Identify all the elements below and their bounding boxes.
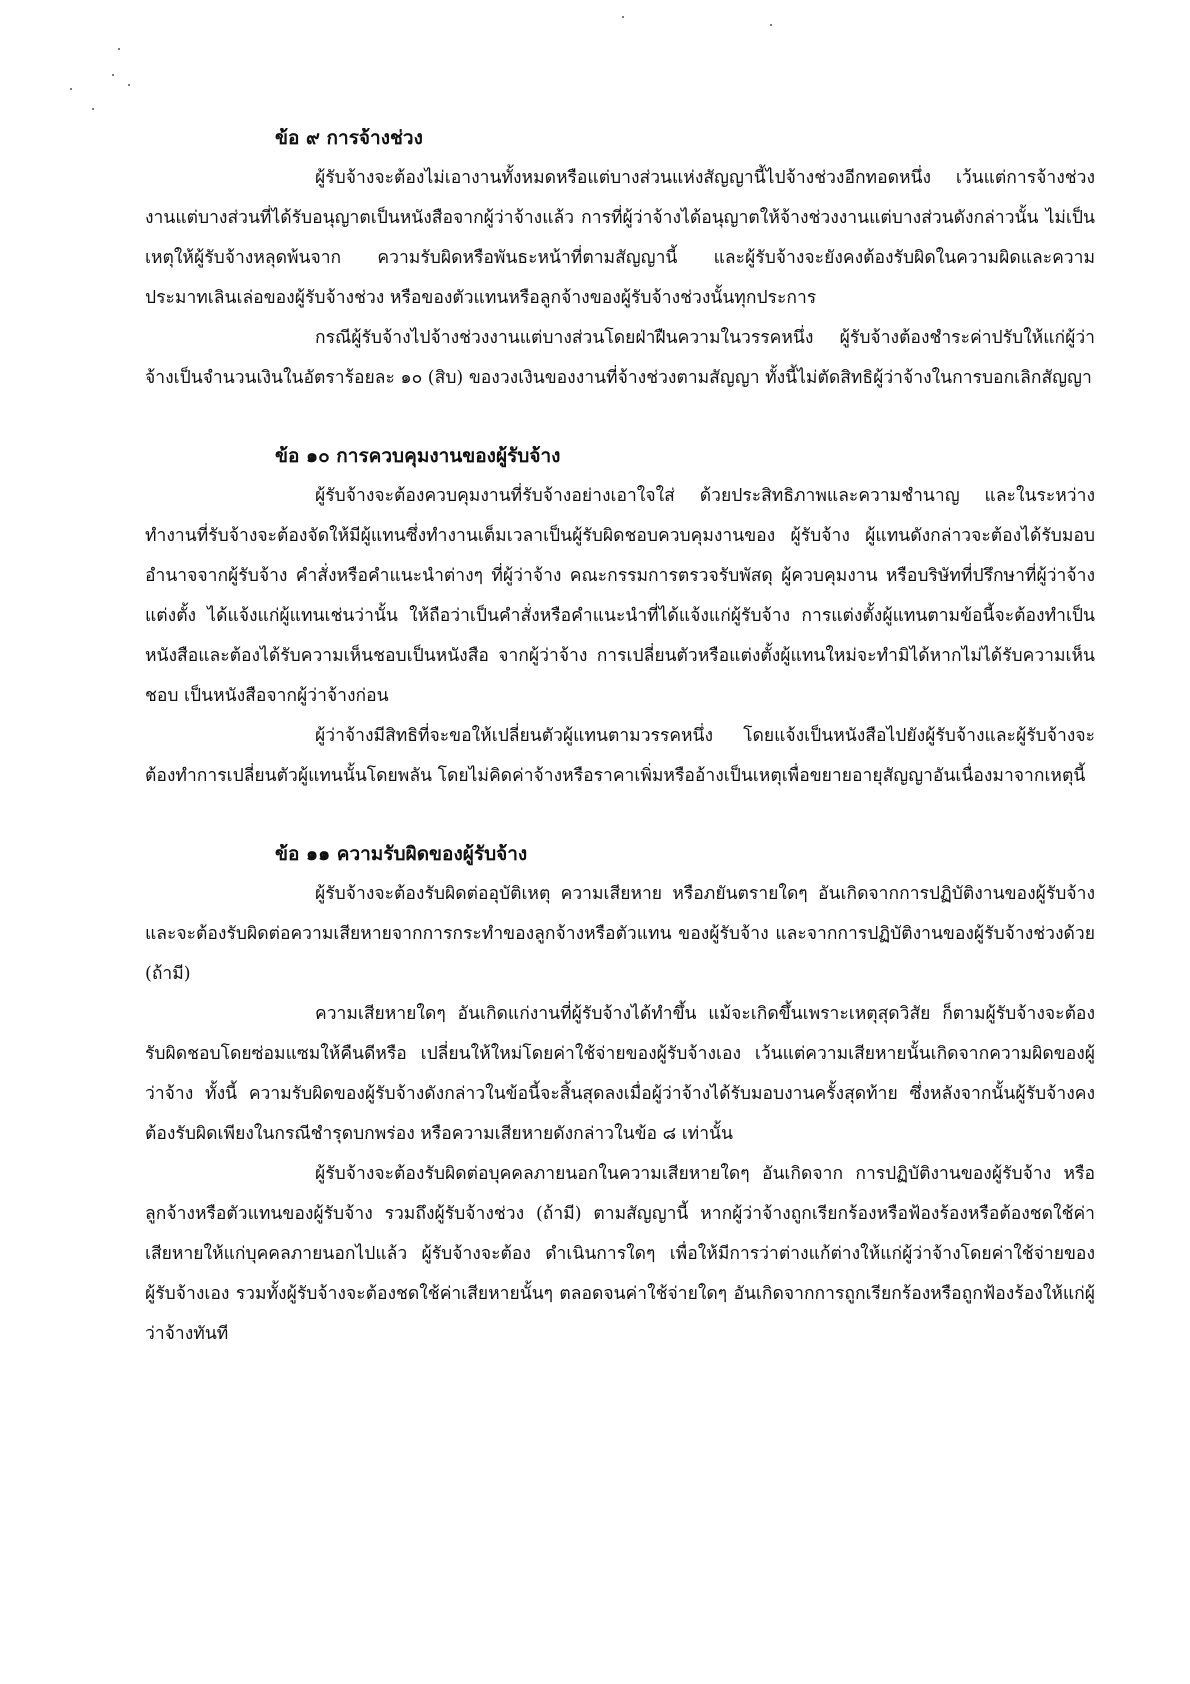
clause-paragraph: ผู้รับจ้างจะต้องควบคุมงานที่รับจ้างอย่างเอาใจใส่ ด้วยประสิทธิภาพและความชำนาญ และในระหว่างทำงานที่รับจ้างจะต้องจัดให้มีผู้แทนซึ่งทำงานเต็มเวลาเป็นผู้รับผิดชอบควบคุมงานของ ผู้รับจ้าง ผู้แทนดังกล่าวจะต้องได้รับมอบอำนาจจากผู้รับจ้าง คำสั่งหรือคำแนะนำต่างๆ ที่ผู้ว่าจ้าง คณะกรรมการตรวจรับพัสดุ ผู้ควบคุมงาน หรือบริษัทที่ปรึกษาที่ผู้ว่าจ้างแต่งตั้ง ได้แจ้งแก่ผู้แทนเช่นว่านั้น ให้ถือว่าเป็นคำสั่งหรือคำแนะนำที่ได้แจ้งแก่ผู้รับจ้าง การแต่งตั้งผู้แทนตามข้อนี้จะต้องทำเป็นหนังสือและต้องได้รับความเห็นชอบเป็นหนังสือ จากผู้ว่าจ้าง การเปลี่ยนตัวหรือแต่งตั้งผู้แทนใหม่จะทำมิได้หากไม่ได้รับความเห็นชอบ เป็นหนังสือจากผู้ว่าจ้างก่อน (145, 486, 1095, 706)
scan-speck (112, 74, 114, 76)
scan-speck (770, 24, 772, 26)
clause-10 (145, 436, 1095, 796)
clause-paragraph: ผู้รับจ้างจะต้องไม่เอางานทั้งหมดหรือแต่บางส่วนแห่งสัญญานี้ไปจ้างช่วงอีกทอดหนึ่ง เว้นแต่การจ้างช่วงงานแต่บางส่วนที่ได้รับอนุญาตเป็นหนังสือจากผู้ว่าจ้างแล้ว การที่ผู้ว่าจ้างได้อนุญาตให้จ้างช่วงงานแต่บางส่วนดังกล่าวนั้น ไม่เป็นเหตุให้ผู้รับจ้างหลุดพ้นจาก ความรับผิดหรือพันธะหน้าที่ตามสัญญานี้ และผู้รับจ้างจะยังคงต้องรับผิดในความผิดและความประมาทเลินเล่อของผู้รับจ้างช่วง หรือของตัวแทนหรือลูกจ้างของผู้รับจ้างช่วงนั้นทุกประการ (145, 168, 1095, 308)
clause-9 (145, 118, 1095, 398)
clause-paragraph: ความเสียหายใดๆ อันเกิดแก่งานที่ผู้รับจ้างได้ทำขึ้น แม้จะเกิดขึ้นเพราะเหตุสุดวิสัย ก็ตามผู้รับจ้างจะต้องรับผิดชอบโดยซ่อมแซมให้คืนดีหรือ เปลี่ยนให้ใหม่โดยค่าใช้จ่ายของผู้รับจ้างเอง เว้นแต่ความเสียหายนั้นเกิดจากความผิดของผู้ว่าจ้าง ทั้งนี้ ความรับผิดของผู้รับจ้างดังกล่าวในข้อนี้จะสิ้นสุดลงเมื่อผู้ว่าจ้างได้รับมอบงานครั้งสุดท้าย ซึ่งหลังจากนั้นผู้รับจ้างคงต้องรับผิดเพียงในกรณีชำรุดบกพร่อง หรือความเสียหายดังกล่าวในข้อ ๘ เท่านั้น (145, 1004, 1095, 1144)
document-body (145, 118, 1095, 1354)
scan-speck (70, 88, 72, 90)
clause-paragraph: ผู้รับจ้างจะต้องรับผิดต่ออุบัติเหตุ ความเสียหาย หรือภยันตรายใดๆ อันเกิดจากการปฏิบัติงานของผู้รับจ้าง และจะต้องรับผิดต่อความเสียหายจากการกระทำของลูกจ้างหรือตัวแทน ของผู้รับจ้าง และจากการปฏิบัติงานของผู้รับจ้างช่วงด้วย (ถ้ามี) (145, 884, 1095, 984)
clause-11 (145, 834, 1095, 1354)
clause-heading: ข้อ ๑๐ การควบคุมงานของผู้รับจ้าง (275, 445, 561, 467)
clause-paragraph: ผู้รับจ้างจะต้องรับผิดต่อบุคคลภายนอกในความเสียหายใดๆ อันเกิดจาก การปฏิบัติงานของผู้รับจ้าง หรือลูกจ้างหรือตัวแทนของผู้รับจ้าง รวมถึงผู้รับจ้างช่วง (ถ้ามี) ตามสัญญานี้ หากผู้ว่าจ้างถูกเรียกร้องหรือฟ้องร้องหรือต้องชดใช้ค่าเสียหายให้แก่บุคคลภายนอกไปแล้ว ผู้รับจ้างจะต้อง ดำเนินการใดๆ เพื่อให้มีการว่าต่างแก้ต่างให้แก่ผู้ว่าจ้างโดยค่าใช้จ่ายของผู้รับจ้างเอง รวมทั้งผู้รับจ้างจะต้องชดใช้ค่าเสียหายนั้นๆ ตลอดจนค่าใช้จ่ายใดๆ อันเกิดจากการถูกเรียกร้องหรือถูกฟ้องร้องให้แก่ผู้ว่าจ้างทันที (145, 1164, 1095, 1344)
clause-paragraph: ผู้ว่าจ้างมีสิทธิที่จะขอให้เปลี่ยนตัวผู้แทนตามวรรคหนึ่ง โดยแจ้งเป็นหนังสือไปยังผู้รับจ้างและผู้รับจ้างจะต้องทำการเปลี่ยนตัวผู้แทนนั้นโดยพลัน โดยไม่คิดค่าจ้างหรือราคาเพิ่มหรืออ้างเป็นเหตุเพื่อขยายอายุสัญญาอันเนื่องมาจากเหตุนี้ (145, 726, 1095, 786)
clause-heading: ข้อ ๙ การจ้างช่วง (275, 127, 423, 149)
scan-speck (622, 16, 624, 18)
scan-speck (128, 84, 130, 86)
scan-speck (118, 48, 120, 50)
scan-speck (92, 108, 94, 110)
clause-heading: ข้อ ๑๑ ความรับผิดของผู้รับจ้าง (275, 843, 528, 865)
clause-paragraph: กรณีผู้รับจ้างไปจ้างช่วงงานแต่บางส่วนโดยฝ่าฝืนความในวรรคหนึ่ง ผู้รับจ้างต้องชำระค่าปรับให้แก่ผู้ว่าจ้างเป็นจำนวนเงินในอัตราร้อยละ ๑๐ (สิบ) ของวงเงินของงานที่จ้างช่วงตามสัญญา ทั้งนี้ไม่ตัดสิทธิผู้ว่าจ้างในการบอกเลิกสัญญา (145, 328, 1095, 388)
